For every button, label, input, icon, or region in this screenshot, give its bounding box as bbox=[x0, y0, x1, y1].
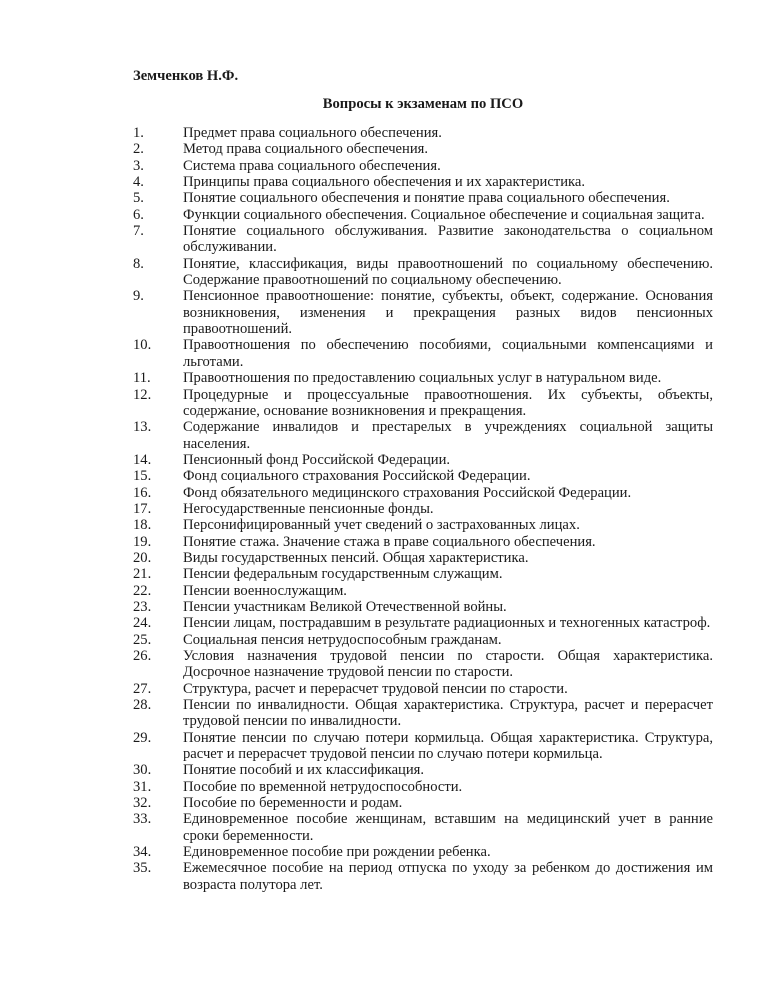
question-item bbox=[133, 844, 713, 860]
question-number: 10. bbox=[133, 337, 152, 354]
question-number: 33. bbox=[133, 811, 152, 828]
question-text: Пособие по временной нетрудоспособности. bbox=[183, 778, 463, 795]
question-number: 22. bbox=[133, 582, 152, 599]
question-item bbox=[133, 615, 713, 631]
question-number: 23. bbox=[133, 598, 152, 615]
question-item bbox=[133, 795, 713, 811]
question-text: Пенсии по инвалидности. Общая характеристика. Структура, расчет и перерасчет трудовой пенсии по инвалидности. bbox=[183, 697, 713, 730]
question-number: 20. bbox=[133, 549, 152, 566]
question-number: 34. bbox=[133, 844, 152, 861]
question-text: Метод права социального обеспечения. bbox=[183, 141, 428, 158]
question-item bbox=[133, 207, 713, 223]
question-text: Процедурные и процессуальные правоотношения. Их субъекты, объекты, содержание, основание возникновения и прекращения. bbox=[183, 386, 713, 419]
question-item bbox=[133, 501, 713, 517]
questions-list bbox=[133, 125, 713, 893]
question-text: Правоотношения по предоставлению социальных услуг в натуральном виде. bbox=[183, 370, 662, 387]
question-number: 29. bbox=[133, 729, 152, 746]
question-text: Виды государственных пенсий. Общая характеристика. bbox=[183, 549, 529, 566]
question-item bbox=[133, 190, 713, 206]
question-number: 32. bbox=[133, 795, 152, 812]
question-number: 35. bbox=[133, 860, 152, 877]
question-number: 8. bbox=[133, 255, 144, 272]
question-text: Система права социального обеспечения. bbox=[183, 157, 441, 174]
question-text: Пенсии лицам, пострадавшим в результате радиационных и техногенных катастроф. bbox=[183, 615, 711, 632]
question-text: Единовременное пособие женщинам, вставшим на медицинский учет в ранние сроки беременности. bbox=[183, 811, 713, 844]
question-number: 28. bbox=[133, 697, 152, 714]
question-number: 31. bbox=[133, 778, 152, 795]
question-number: 26. bbox=[133, 648, 152, 664]
question-number: 3. bbox=[133, 157, 144, 174]
question-number: 14. bbox=[133, 451, 152, 468]
question-text: Единовременное пособие при рождении ребенка. bbox=[183, 844, 491, 861]
question-number: 17. bbox=[133, 500, 152, 517]
question-item bbox=[133, 468, 713, 484]
question-text: Фонд обязательного медицинского страхования Российской Федерации. bbox=[183, 484, 632, 501]
document-author: Земченков Н.Ф. bbox=[133, 68, 239, 84]
question-item bbox=[133, 256, 713, 289]
question-item bbox=[133, 337, 713, 370]
question-number: 19. bbox=[133, 533, 152, 550]
question-item bbox=[133, 779, 713, 795]
question-number: 30. bbox=[133, 762, 152, 779]
question-item bbox=[133, 566, 713, 582]
question-text: Пенсии участникам Великой Отечественной войны. bbox=[183, 598, 507, 615]
question-item bbox=[133, 419, 713, 452]
question-number: 13. bbox=[133, 419, 152, 436]
question-item bbox=[133, 550, 713, 566]
question-text: Понятие пособий и их классификация. bbox=[183, 762, 425, 779]
question-text: Пенсии федеральным государственным служащим. bbox=[183, 566, 503, 583]
question-text: Негосударственные пенсионные фонды. bbox=[183, 500, 434, 517]
question-number: 21. bbox=[133, 566, 152, 583]
question-item bbox=[133, 223, 713, 256]
question-item bbox=[133, 632, 713, 648]
question-item bbox=[133, 860, 713, 893]
question-text: Функции социального обеспечения. Социальное обеспечение и социальная защита. bbox=[183, 206, 705, 223]
question-text: Принципы права социального обеспечения и их характеристика. bbox=[183, 174, 586, 191]
question-text: Понятие стажа. Значение стажа в праве социального обеспечения. bbox=[183, 533, 596, 550]
question-item bbox=[133, 370, 713, 386]
question-item bbox=[133, 174, 713, 190]
question-item bbox=[133, 697, 713, 730]
question-text: Понятие пенсии по случаю потери кормильца. Общая характеристика. Структура, расчет и перерасчет трудовой пенсии по случаю потери кормильца. bbox=[183, 729, 713, 763]
question-number: 16. bbox=[133, 484, 152, 501]
question-number: 2. bbox=[133, 141, 144, 158]
question-text: Понятие социального обеспечения и понятие права социального обеспечения. bbox=[183, 190, 670, 207]
question-number: 15. bbox=[133, 468, 152, 485]
question-item bbox=[133, 485, 713, 501]
document-title: Вопросы к экзаменам по ПСО bbox=[322, 96, 524, 112]
question-item bbox=[133, 517, 713, 533]
question-item bbox=[133, 599, 713, 615]
question-text: Ежемесячное пособие на период отпуска по уходу за ребенком до достижения им возраста полутора лет. bbox=[183, 860, 713, 893]
question-item bbox=[133, 583, 713, 599]
question-number: 7. bbox=[133, 223, 144, 240]
question-text: Пособие по беременности и родам. bbox=[183, 795, 403, 812]
question-number: 1. bbox=[133, 125, 144, 141]
question-item bbox=[133, 811, 713, 844]
question-item bbox=[133, 141, 713, 157]
question-text: Структура, расчет и перерасчет трудовой пенсии по старости. bbox=[183, 680, 568, 697]
question-number: 24. bbox=[133, 615, 152, 632]
question-item bbox=[133, 730, 713, 763]
question-item bbox=[133, 681, 713, 697]
question-text: Условия назначения трудовой пенсии по старости. Общая характеристика. Досрочное назначение трудовой пенсии по старости. bbox=[183, 648, 713, 681]
question-text: Правоотношения по обеспечению пособиями, социальными компенсациями и льготами. bbox=[183, 337, 713, 370]
question-item bbox=[133, 648, 713, 681]
question-item bbox=[133, 125, 713, 141]
question-item bbox=[133, 762, 713, 778]
question-text: Персонифицированный учет сведений о застрахованных лицах. bbox=[183, 517, 580, 534]
question-number: 11. bbox=[133, 370, 151, 387]
question-item bbox=[133, 387, 713, 420]
question-number: 27. bbox=[133, 680, 152, 697]
question-item bbox=[133, 158, 713, 174]
question-text: Пенсии военнослужащим. bbox=[183, 582, 347, 599]
question-text: Понятие, классификация, виды правоотношений по социальному обеспечению. Содержание правоотношений по социальному обеспечению. bbox=[183, 255, 713, 289]
question-item bbox=[133, 288, 713, 337]
question-text: Социальная пенсия нетрудоспособным гражданам. bbox=[183, 631, 502, 648]
question-number: 5. bbox=[133, 190, 144, 207]
question-text: Понятие социального обслуживания. Развитие законодательства о социальном обслуживании. bbox=[183, 223, 713, 256]
question-text: Фонд социального страхования Российской Федерации. bbox=[183, 468, 531, 485]
question-number: 4. bbox=[133, 174, 144, 191]
question-text: Пенсионное правоотношение: понятие, субъекты, объект, содержание. Основания возникновения, изменения и прекращения разных видов пенсионных правоотношений. bbox=[183, 288, 713, 338]
question-number: 18. bbox=[133, 517, 152, 534]
question-item bbox=[133, 452, 713, 468]
question-item bbox=[133, 534, 713, 550]
question-number: 9. bbox=[133, 288, 144, 305]
question-text: Предмет права социального обеспечения. bbox=[183, 125, 442, 141]
question-text: Пенсионный фонд Российской Федерации. bbox=[183, 451, 451, 468]
question-text: Содержание инвалидов и престарелых в учреждениях социальной защиты населения. bbox=[183, 419, 713, 452]
question-number: 12. bbox=[133, 386, 152, 403]
question-number: 6. bbox=[133, 206, 144, 223]
question-number: 25. bbox=[133, 631, 152, 648]
